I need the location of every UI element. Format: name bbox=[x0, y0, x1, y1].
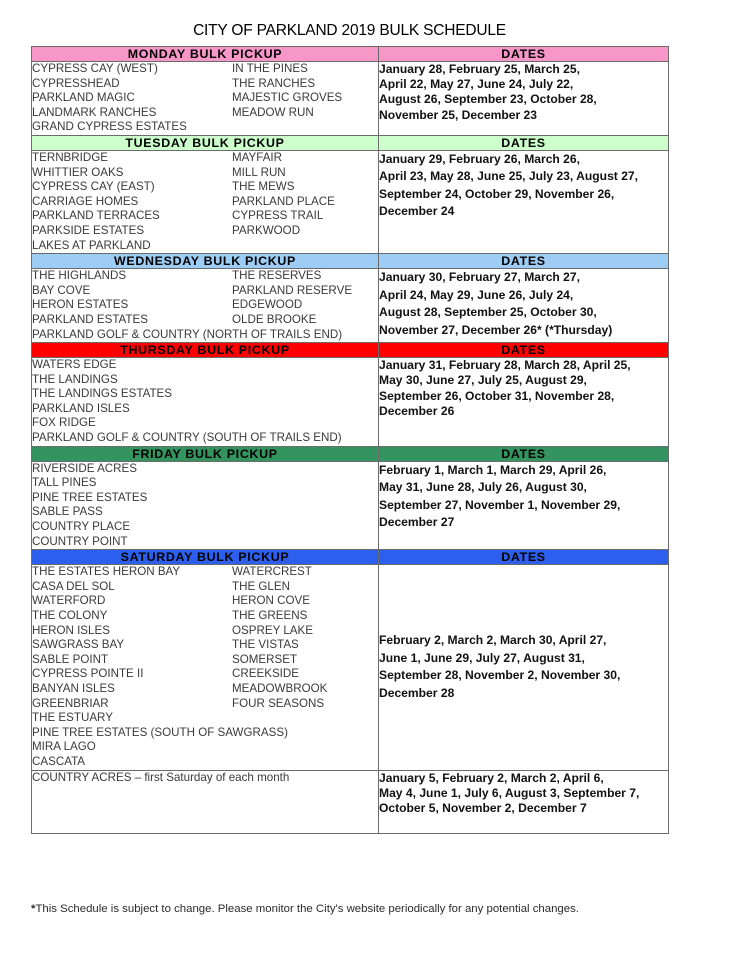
header-row-thursday bbox=[32, 343, 669, 358]
day-header-saturday: SATURDAY BULK PICKUP bbox=[32, 550, 379, 565]
dates-header-thursday: DATES bbox=[379, 343, 669, 358]
area-name: COUNTRY POINT bbox=[32, 534, 128, 548]
footnote-text: This Schedule is subject to change. Please monitor the City's website periodically for any potential changes. bbox=[35, 903, 579, 915]
dates-cell-friday bbox=[379, 461, 669, 550]
area-name: SAWGRASS BAY bbox=[32, 638, 125, 652]
area-name: RIVERSIDE ACRES bbox=[32, 461, 138, 475]
area-name: BANYAN ISLES bbox=[32, 681, 115, 695]
area-name: PARKLAND ESTATES bbox=[32, 312, 148, 326]
area-name: GRAND CYPRESS ESTATES bbox=[32, 120, 187, 134]
pickup-date-line: January 5, February 2, March 2, April 6, bbox=[379, 770, 604, 785]
pickup-date-line: January 30, February 27, March 27, bbox=[379, 270, 580, 285]
dates-cell-country-acres bbox=[379, 770, 669, 833]
area-name: MEADOW RUN bbox=[232, 105, 314, 119]
area-name: GREENBRIAR bbox=[32, 696, 109, 710]
area-name: MEADOWBROOK bbox=[232, 681, 328, 695]
area-name: HERON ISLES bbox=[32, 623, 110, 637]
area-name: PARKLAND ISLES bbox=[32, 401, 130, 415]
pickup-date-line: November 27, December 26* (*Thursday) bbox=[379, 322, 613, 337]
pickup-date-line: February 2, March 2, March 30, April 27, bbox=[379, 633, 607, 648]
header-row-wednesday bbox=[32, 254, 669, 269]
pickup-date-line: September 24, October 29, November 26, bbox=[379, 186, 615, 201]
areas-cell-monday bbox=[32, 62, 379, 136]
area-name: TALL PINES bbox=[32, 476, 97, 490]
areas-cell-wednesday bbox=[32, 269, 379, 343]
area-name: EDGEWOOD bbox=[232, 298, 303, 312]
area-name: PARKLAND MAGIC bbox=[32, 91, 135, 105]
area-name: FOX RIDGE bbox=[32, 416, 96, 430]
pickup-date-line: February 1, March 1, March 29, April 26, bbox=[379, 462, 607, 477]
dates-cell-wednesday bbox=[379, 269, 669, 343]
area-name: HERON ESTATES bbox=[32, 298, 129, 312]
footnote-asterisk: * bbox=[31, 903, 36, 915]
pickup-date-line: May 31, June 28, July 26, August 30, bbox=[379, 480, 587, 495]
country-acres-label: COUNTRY ACRES – first Saturday of each month bbox=[32, 770, 379, 833]
content-row-monday bbox=[32, 62, 669, 136]
area-name: CYPRESSHEAD bbox=[32, 76, 120, 90]
areas-column-right-thursday bbox=[232, 358, 378, 431]
areas-columns-friday bbox=[32, 462, 378, 550]
area-name: CASA DEL SOL bbox=[32, 579, 115, 593]
areas-column-right-saturday bbox=[232, 565, 378, 726]
day-header-monday: MONDAY BULK PICKUP bbox=[32, 47, 379, 62]
areas-column-right-wednesday bbox=[232, 269, 378, 327]
pickup-date-line: September 27, November 1, November 29, bbox=[379, 497, 621, 512]
day-header-friday: FRIDAY BULK PICKUP bbox=[32, 446, 379, 461]
area-name: WATERFORD bbox=[32, 594, 106, 608]
area-name: THE ESTUARY bbox=[32, 711, 113, 725]
dates-cell-saturday bbox=[379, 565, 669, 770]
pickup-date-line: December 24 bbox=[379, 204, 455, 219]
areas-column-left-thursday bbox=[32, 358, 232, 431]
area-name: PARKLAND GOLF & COUNTRY (NORTH OF TRAILS END) bbox=[32, 327, 343, 341]
area-name: IN THE PINES bbox=[232, 62, 308, 75]
dates-header-saturday: DATES bbox=[379, 550, 669, 565]
day-header-wednesday: WEDNESDAY BULK PICKUP bbox=[32, 254, 379, 269]
bulk-pickup-schedule-table bbox=[31, 46, 669, 834]
area-name: COUNTRY PLACE bbox=[32, 520, 131, 534]
pickup-date-line: September 26, October 31, November 28, bbox=[379, 388, 615, 403]
day-header-tuesday: TUESDAY BULK PICKUP bbox=[32, 135, 379, 150]
header-row-monday bbox=[32, 47, 669, 62]
areas-cell-thursday bbox=[32, 358, 379, 447]
area-name: PINE TREE ESTATES bbox=[32, 490, 148, 504]
area-name: CYPRESS POINTE II bbox=[32, 667, 144, 681]
pickup-date-line: May 4, June 1, July 6, August 3, September 7, bbox=[379, 785, 640, 800]
area-name: CYPRESS CAY (EAST) bbox=[32, 180, 155, 194]
area-name: SABLE POINT bbox=[32, 652, 109, 666]
pickup-date-line: December 26 bbox=[379, 403, 455, 418]
area-name: THE GLEN bbox=[232, 579, 290, 593]
dates-header-friday: DATES bbox=[379, 446, 669, 461]
pickup-date-line: June 1, June 29, July 27, August 31, bbox=[379, 650, 585, 665]
area-name: SOMERSET bbox=[232, 652, 298, 666]
pickup-date-line: April 23, May 28, June 25, July 23, August 27, bbox=[379, 169, 638, 184]
pickup-date-line: January 29, February 26, March 26, bbox=[379, 151, 580, 166]
areas-columns-wednesday bbox=[32, 269, 378, 327]
dates-header-tuesday: DATES bbox=[379, 135, 669, 150]
area-name: MIRA LAGO bbox=[32, 740, 96, 754]
pickup-date-line: December 28 bbox=[379, 685, 455, 700]
pickup-date-line: January 28, February 25, March 25, bbox=[379, 62, 580, 76]
dates-header-wednesday: DATES bbox=[379, 254, 669, 269]
areas-columns-thursday bbox=[32, 358, 378, 431]
area-name: CYPRESS TRAIL bbox=[232, 209, 324, 223]
area-name: BAY COVE bbox=[32, 283, 91, 297]
areas-columns-monday bbox=[32, 62, 378, 135]
area-name: LAKES AT PARKLAND bbox=[32, 238, 151, 252]
content-row-saturday bbox=[32, 565, 669, 770]
footnote bbox=[31, 903, 691, 915]
area-name: PARKLAND PLACE bbox=[232, 194, 335, 208]
areas-column-left-wednesday bbox=[32, 269, 232, 327]
area-name: PINE TREE ESTATES (SOUTH OF SAWGRASS) bbox=[32, 725, 288, 739]
dates-cell-tuesday bbox=[379, 150, 669, 253]
area-name: WHITTIER OAKS bbox=[32, 165, 124, 179]
pickup-date-line: January 31, February 28, March 28, April 25, bbox=[379, 358, 631, 373]
header-row-tuesday bbox=[32, 135, 669, 150]
area-name: WATERS EDGE bbox=[32, 358, 117, 372]
pickup-date-line: November 25, December 23 bbox=[379, 107, 537, 122]
areas-columns-saturday bbox=[32, 565, 378, 726]
area-name: OLDE BROOKE bbox=[232, 312, 317, 326]
area-name: THE RESERVES bbox=[232, 269, 322, 283]
areas-column-left-friday bbox=[32, 462, 232, 550]
area-name: THE RANCHES bbox=[232, 76, 316, 90]
pickup-date-line: October 5, November 2, December 7 bbox=[379, 800, 587, 815]
dates-header-monday: DATES bbox=[379, 47, 669, 62]
area-name: THE COLONY bbox=[32, 609, 108, 622]
area-name: CASCATA bbox=[32, 754, 86, 768]
area-name: THE VISTAS bbox=[232, 638, 299, 652]
area-name: CREEKSIDE bbox=[232, 667, 300, 681]
areas-cell-tuesday bbox=[32, 150, 379, 253]
area-name: PARKLAND GOLF & COUNTRY (SOUTH OF TRAILS END) bbox=[32, 431, 342, 445]
area-name: CARRIAGE HOMES bbox=[32, 194, 139, 208]
content-row-friday bbox=[32, 461, 669, 550]
area-name: SABLE PASS bbox=[32, 505, 103, 519]
pickup-date-line: April 22, May 27, June 24, July 22, bbox=[379, 77, 574, 92]
areas-column-right-tuesday bbox=[232, 151, 378, 253]
pickup-date-line: April 24, May 29, June 26, July 24, bbox=[379, 287, 574, 302]
area-name: MILL RUN bbox=[232, 165, 286, 179]
areas-column-left-saturday bbox=[32, 565, 232, 726]
area-name: THE ESTATES HERON BAY bbox=[32, 565, 181, 579]
area-name: PARKWOOD bbox=[232, 223, 301, 237]
area-name: FOUR SEASONS bbox=[232, 696, 325, 710]
area-name: PARKSIDE ESTATES bbox=[32, 223, 145, 237]
areas-columns-tuesday bbox=[32, 151, 378, 253]
day-header-thursday: THURSDAY BULK PICKUP bbox=[32, 343, 379, 358]
page-title: CITY OF PARKLAND 2019 BULK SCHEDULE bbox=[193, 22, 506, 39]
pickup-date-line: August 26, September 23, October 28, bbox=[379, 92, 597, 107]
area-name: WATERCREST bbox=[232, 565, 312, 579]
area-name: THE MEWS bbox=[232, 180, 295, 194]
area-name: MAJESTIC GROVES bbox=[232, 91, 343, 105]
area-name: THE LANDINGS ESTATES bbox=[32, 387, 173, 401]
area-name: MAYFAIR bbox=[232, 150, 283, 164]
area-name: PARKLAND TERRACES bbox=[32, 209, 160, 223]
pickup-date-line: May 30, June 27, July 25, August 29, bbox=[379, 373, 587, 388]
area-name: TERNBRIDGE bbox=[32, 150, 109, 164]
header-row-saturday bbox=[32, 550, 669, 565]
areas-cell-friday bbox=[32, 461, 379, 550]
pickup-date-line: December 27 bbox=[379, 515, 455, 530]
dates-cell-thursday bbox=[379, 358, 669, 447]
area-name: THE GREENS bbox=[232, 609, 308, 622]
areas-column-right-monday bbox=[232, 62, 378, 135]
dates-cell-monday bbox=[379, 62, 669, 136]
area-name: THE HIGHLANDS bbox=[32, 269, 127, 283]
area-name: PARKLAND RESERVE bbox=[232, 283, 353, 297]
areas-column-left-monday bbox=[32, 62, 232, 135]
pickup-date-line: August 28, September 25, October 30, bbox=[379, 305, 597, 320]
area-name: THE LANDINGS bbox=[32, 372, 118, 386]
header-row-friday bbox=[32, 446, 669, 461]
areas-column-right-friday bbox=[232, 462, 378, 550]
content-row-tuesday bbox=[32, 150, 669, 253]
content-row-thursday bbox=[32, 358, 669, 447]
area-name: LANDMARK RANCHES bbox=[32, 105, 157, 119]
areas-cell-saturday bbox=[32, 565, 379, 770]
area-name: CYPRESS CAY (WEST) bbox=[32, 62, 158, 75]
content-row-wednesday bbox=[32, 269, 669, 343]
area-name: HERON COVE bbox=[232, 594, 310, 608]
area-name: OSPREY LAKE bbox=[232, 623, 313, 637]
pickup-date-line: September 28, November 2, November 30, bbox=[379, 668, 621, 683]
areas-column-left-tuesday bbox=[32, 151, 232, 253]
content-row-country-acres bbox=[32, 770, 669, 833]
